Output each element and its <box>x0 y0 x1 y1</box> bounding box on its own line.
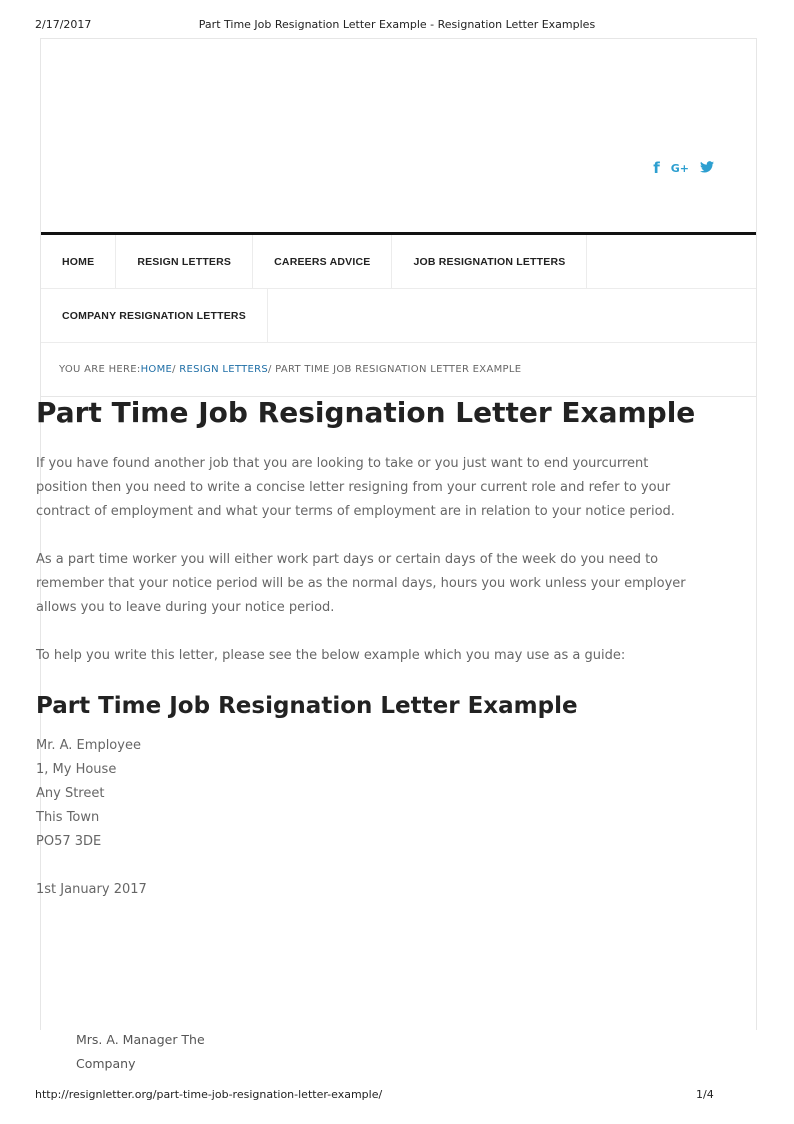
facebook-icon[interactable]: f <box>653 159 660 177</box>
print-url: http://resignletter.org/part-time-job-resignation-letter-example/ <box>35 1088 383 1101</box>
page-title: Part Time Job Resignation Letter Example <box>36 396 696 429</box>
breadcrumb-prefix: YOU ARE HERE: <box>59 363 141 375</box>
nav-row <box>41 289 756 343</box>
letter-date: 1st January 2017 <box>36 882 147 897</box>
breadcrumb-separator: / <box>268 363 272 375</box>
nav-row <box>41 235 756 289</box>
breadcrumb-separator: / <box>172 363 176 375</box>
recipient-line: Mrs. A. Manager The <box>76 1032 205 1047</box>
address-line: PO57 3DE <box>36 834 102 849</box>
print-title: Part Time Job Resignation Letter Example - Resignation Letter Examples <box>198 18 596 31</box>
address-line: This Town <box>36 810 100 825</box>
site-header <box>41 39 756 232</box>
twitter-icon[interactable] <box>700 159 714 177</box>
google-plus-icon[interactable]: G+ <box>670 161 689 175</box>
print-page-number: 1/4 <box>696 1088 714 1101</box>
print-date: 2/17/2017 <box>35 18 92 31</box>
breadcrumb-section-link[interactable]: RESIGN LETTERS <box>179 363 269 375</box>
sender-address <box>36 734 696 854</box>
recipient-address <box>76 1028 205 1076</box>
nav-item-careers-advice[interactable]: CAREERS ADVICE <box>253 235 392 288</box>
nav-item-resign-letters[interactable]: RESIGN LETTERS <box>116 235 253 288</box>
nav-item-job-resignation-letters[interactable]: JOB RESIGNATION LETTERS <box>392 235 587 288</box>
article <box>36 396 696 902</box>
breadcrumb-home-link[interactable]: HOME <box>140 363 173 375</box>
social-links <box>653 159 714 177</box>
example-heading: Part Time Job Resignation Letter Example <box>36 693 578 719</box>
main-nav <box>41 232 756 343</box>
breadcrumb-current: PART TIME JOB RESIGNATION LETTER EXAMPLE <box>275 363 522 375</box>
recipient-line: Company <box>76 1056 136 1071</box>
address-line: Mr. A. Employee <box>36 738 141 753</box>
breadcrumb <box>41 342 756 397</box>
address-line: 1, My House <box>36 762 117 777</box>
intro-paragraph: If you have found another job that you are looking to take or you just want to end yourcurrent position then you need to write a concise letter resigning from your current role and refer to your contract of employment and what your terms of employment are in relation to your notice period. <box>36 456 675 519</box>
body-paragraph: As a part time worker you will either work part days or certain days of the week do you need to remember that your notice period will be as the normal days, hours you work unless your employer allows you to leave during your notice period. <box>36 552 686 615</box>
guide-paragraph: To help you write this letter, please see the below example which you may use as a guide: <box>36 648 626 663</box>
nav-item-home[interactable]: HOME <box>41 235 116 288</box>
nav-item-company-resignation-letters[interactable]: COMPANY RESIGNATION LETTERS <box>41 289 268 342</box>
address-line: Any Street <box>36 786 105 801</box>
